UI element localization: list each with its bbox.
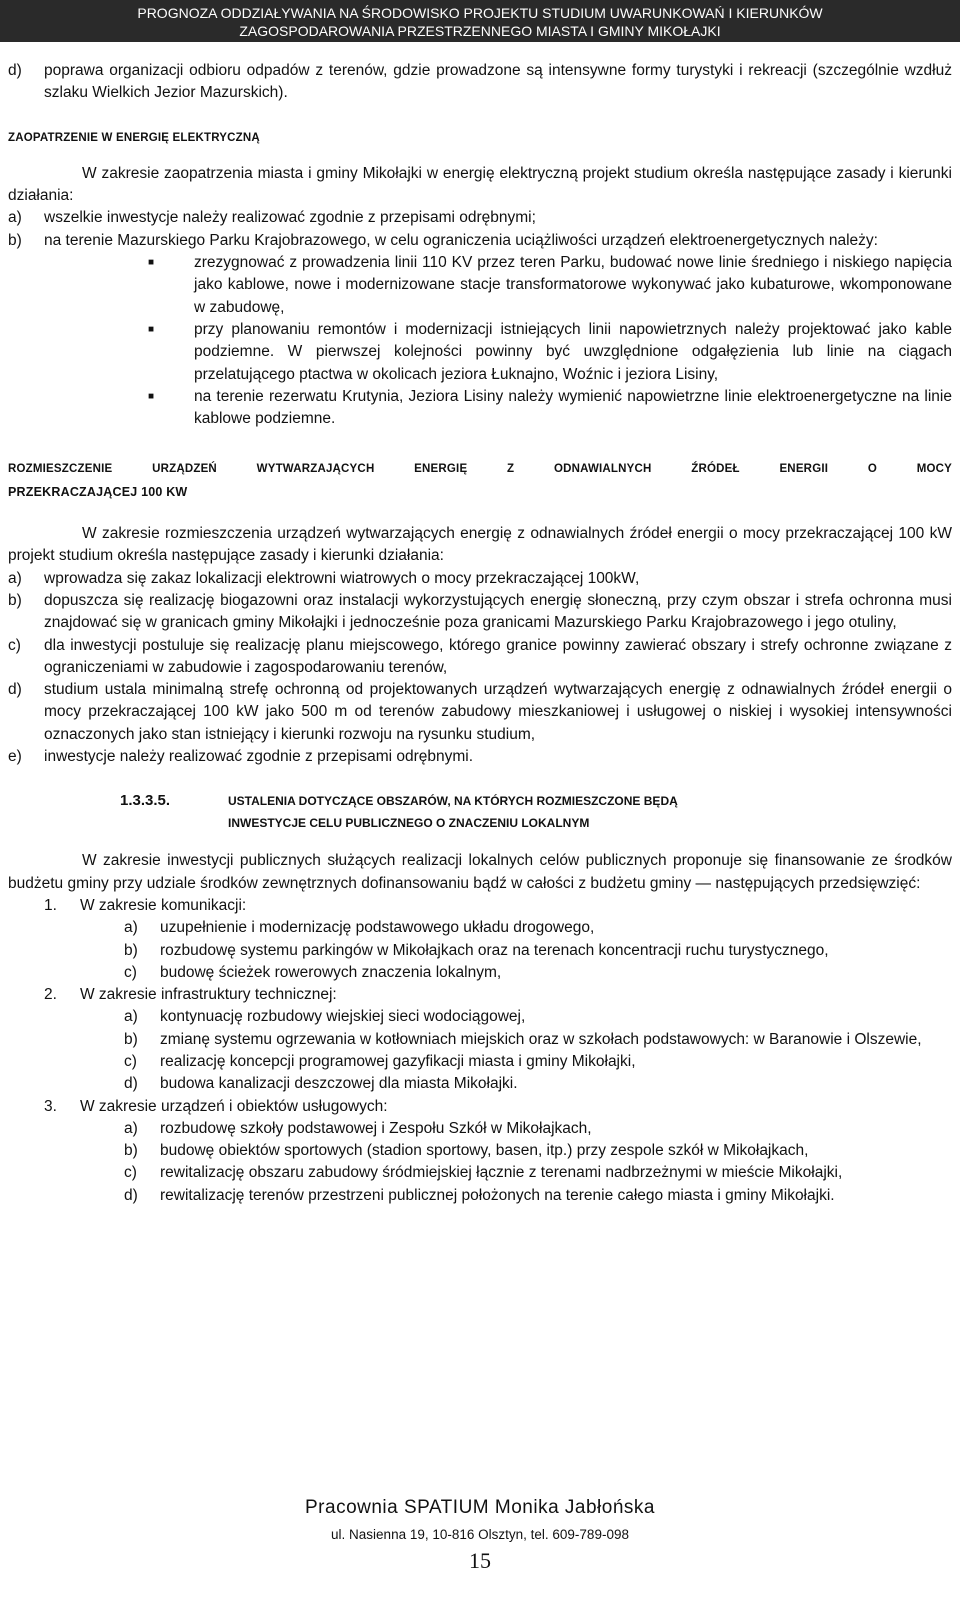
- public-group-2-item-a: a) kontynuację rozbudowy wiejskiej sieci wodociągowej,: [124, 1008, 526, 1026]
- bullet-square-icon: ■: [148, 323, 155, 335]
- section-title-renewable-2: PRZEKRACZAJĄCEJ 100 KW: [8, 484, 188, 499]
- page-header: [0, 0, 960, 42]
- renewable-item-a: a) wprowadza się zakaz lokalizacji elektrowni wiatrowych o mocy przekraczającej 100kW,: [8, 569, 640, 587]
- header-line-2: ZAGOSPODAROWANIA PRZESTRZENNEGO MIASTA I GMINY MIKOŁAJKI: [239, 23, 721, 39]
- renewable-item-c: c) dla inwestycji postuluje się realizację planu miejscowego, którego granice powinny zawierać obszary i strefy ochronne związane z ograniczeniami w zabudowie i zagospodarowaniu terenów,: [8, 636, 952, 676]
- document-body: [8, 60, 952, 1207]
- public-group-3-item-a: a) rozbudowę szkoły podstawowej i Zespołu Szkół w Mikołajkach,: [124, 1119, 592, 1137]
- public-group-1-item-a: a) uzupełnienie i modernizację podstawowego układu drogowego,: [124, 919, 595, 937]
- public-group-3: 3. W zakresie urządzeń i obiektów usługowych:: [44, 1097, 388, 1115]
- intro-item-d: d) poprawa organizacji odbioru odpadów z terenów, gdzie prowadzone są intensywne formy turystyki i rekreacji (szczególnie wzdłuż szlaku Wielkich Jezior Mazurskich).: [8, 62, 952, 102]
- section-intro-public: W zakresie inwestycji publicznych służących realizacji lokalnych celów publicznych proponuje się finansowanie ze środków budżetu gminy przy udziale środków zewnętrznych dofinansowaniu bądź w całości z budżetu gminy — następujących przedsięwzięć:: [8, 852, 952, 892]
- renewable-item-d: d) studium ustala minimalną strefę ochronną od projektowanych urządzeń wytwarzających energię z odnawialnych źródeł energii o mocy przekraczającej 100 kW jako 500 m od terenów zabudowy mieszkaniowej i usługowej o niskiej i wysokiej intensywności oznaczonych jako stan istniejący i kierunki rozwoju na rysunku studium,: [8, 681, 952, 743]
- bullet-square-icon: ■: [148, 257, 155, 269]
- section-title-renewable-1: ROZMIESZCZENIE URZĄDZEŃ WYTWARZAJĄCYCH ENERGIĘ Z ODNAWIALNYCH ŹRÓDEŁ ENERGII O MOCY: [8, 463, 952, 476]
- energy-item-b: b) na terenie Mazurskiego Parku Krajobrazowego, w celu ograniczenia uciążliwości urządzeń elektroenergetycznych należy:: [8, 231, 878, 249]
- section-intro-renewable: W zakresie rozmieszczenia urządzeń wytwarzających energię z odnawialnych źródeł energii o mocy przekraczającej 100 kW projekt studium określa następujące zasady i kierunki działania:: [8, 525, 952, 565]
- public-group-3-item-c: c) rewitalizację obszaru zabudowy śródmiejskiej łącznie z terenami nadbrzeżnymi w mieście Mikołajki,: [124, 1164, 843, 1182]
- section-title-public-2: INWESTYCJE CELU PUBLICZNEGO O ZNACZENIU LOKALNYM: [228, 816, 590, 831]
- section-title-public-1: USTALENIA DOTYCZĄCE OBSZARÓW, NA KTÓRYCH ROZMIESZCZONE BĘDĄ: [228, 794, 678, 809]
- section-title-energy: ZAOPATRZENIE W ENERGIĘ ELEKTRYCZNĄ: [8, 131, 260, 144]
- footer-company: Pracownia SPATIUM Monika Jabłońska: [305, 1497, 655, 1518]
- public-group-2-item-d: d) budowa kanalizacji deszczowej dla miasta Mikołajki.: [124, 1075, 518, 1093]
- public-group-1-item-c: c) budowę ścieżek rowerowych znaczenia lokalnym,: [124, 963, 502, 981]
- public-group-1-item-b: b) rozbudowę systemu parkingów w Mikołajkach oraz na terenach koncentracji ruchu turystycznego,: [124, 941, 829, 959]
- public-group-2-item-c: c) realizację koncepcji programowej gazyfikacji miasta i gminy Mikołajki,: [124, 1052, 636, 1070]
- public-group-1: 1. W zakresie komunikacji:: [44, 896, 247, 914]
- bullet-square-icon: ■: [148, 390, 155, 402]
- public-group-2: 2. W zakresie infrastruktury technicznej:: [44, 986, 337, 1004]
- energy-bullet-3: ■ na terenie rezerwatu Krutynia, Jeziora Lisiny należy wymienić napowietrzne linie elektroenergetyczne na linie kablowe podziemne.: [148, 386, 952, 431]
- section-intro-energy: W zakresie zaopatrzenia miasta i gminy Mikołajki w energię elektryczną projekt studium określa następujące zasady i kierunki działania:: [8, 164, 952, 205]
- public-group-2-item-b: b) zmianę systemu ogrzewania w kotłowniach miejskich oraz w szkołach podstawowych: w Baranowie i Olszewie,: [124, 1030, 922, 1048]
- renewable-item-b: b) dopuszcza się realizację biogazowni oraz instalacji wykorzystujących energię słoneczną, przy czym obszar i strefa ochronna musi znajdować się w granicach gminy Mikołajki i jednocześnie poza granicami Mazurskiego Parku Krajobrazowego i jego otuliny,: [8, 591, 952, 632]
- header-line-1: PROGNOZA ODDZIAŁYWANIA NA ŚRODOWISKO PROJEKTU STUDIUM UWARUNKOWAŃ I KIERUNKÓW: [137, 5, 823, 21]
- energy-item-a: a) wszelkie inwestycje należy realizować zgodnie z przepisami odrębnymi;: [8, 209, 536, 227]
- public-group-3-item-b: b) budowę obiektów sportowych (stadion sportowy, basen, itp.) przy zespole szkół w Mikołajkach,: [124, 1142, 809, 1160]
- public-group-3-item-d: d) rewitalizację terenów przestrzeni publicznej położonych na terenie całego miasta i gminy Mikołajki.: [124, 1186, 835, 1204]
- footer-address: ul. Nasienna 19, 10-816 Olsztyn, tel. 609-789-098: [331, 1527, 629, 1542]
- energy-bullet-1: ■ zrezygnować z prowadzenia linii 110 KV przez teren Parku, budować nowe linie średniego i niskiego napięcia jako kablowe, nowe i modernizowane stacje transformatorowe wykonywać jako kubaturowe, wkomponowane w zabudowę,: [148, 252, 952, 319]
- energy-bullet-2: ■ przy planowaniu remontów i modernizacji istniejących linii napowietrznych należy projektować jako kable podziemne. W pierwszej kolejności powinny być uwzględnione odgałęzienia lub linie na ciągach przelatującego ptactwa w okolicach jeziora Łuknajno, Woźnic i jeziora Lisiny,: [148, 319, 952, 386]
- page-number: 15: [469, 1548, 491, 1573]
- section-number: 1.3.3.5.: [120, 792, 171, 810]
- renewable-item-e: e) inwestycje należy realizować zgodnie z przepisami odrębnymi.: [8, 748, 474, 766]
- section-heading-1-3-3-5: [120, 790, 952, 834]
